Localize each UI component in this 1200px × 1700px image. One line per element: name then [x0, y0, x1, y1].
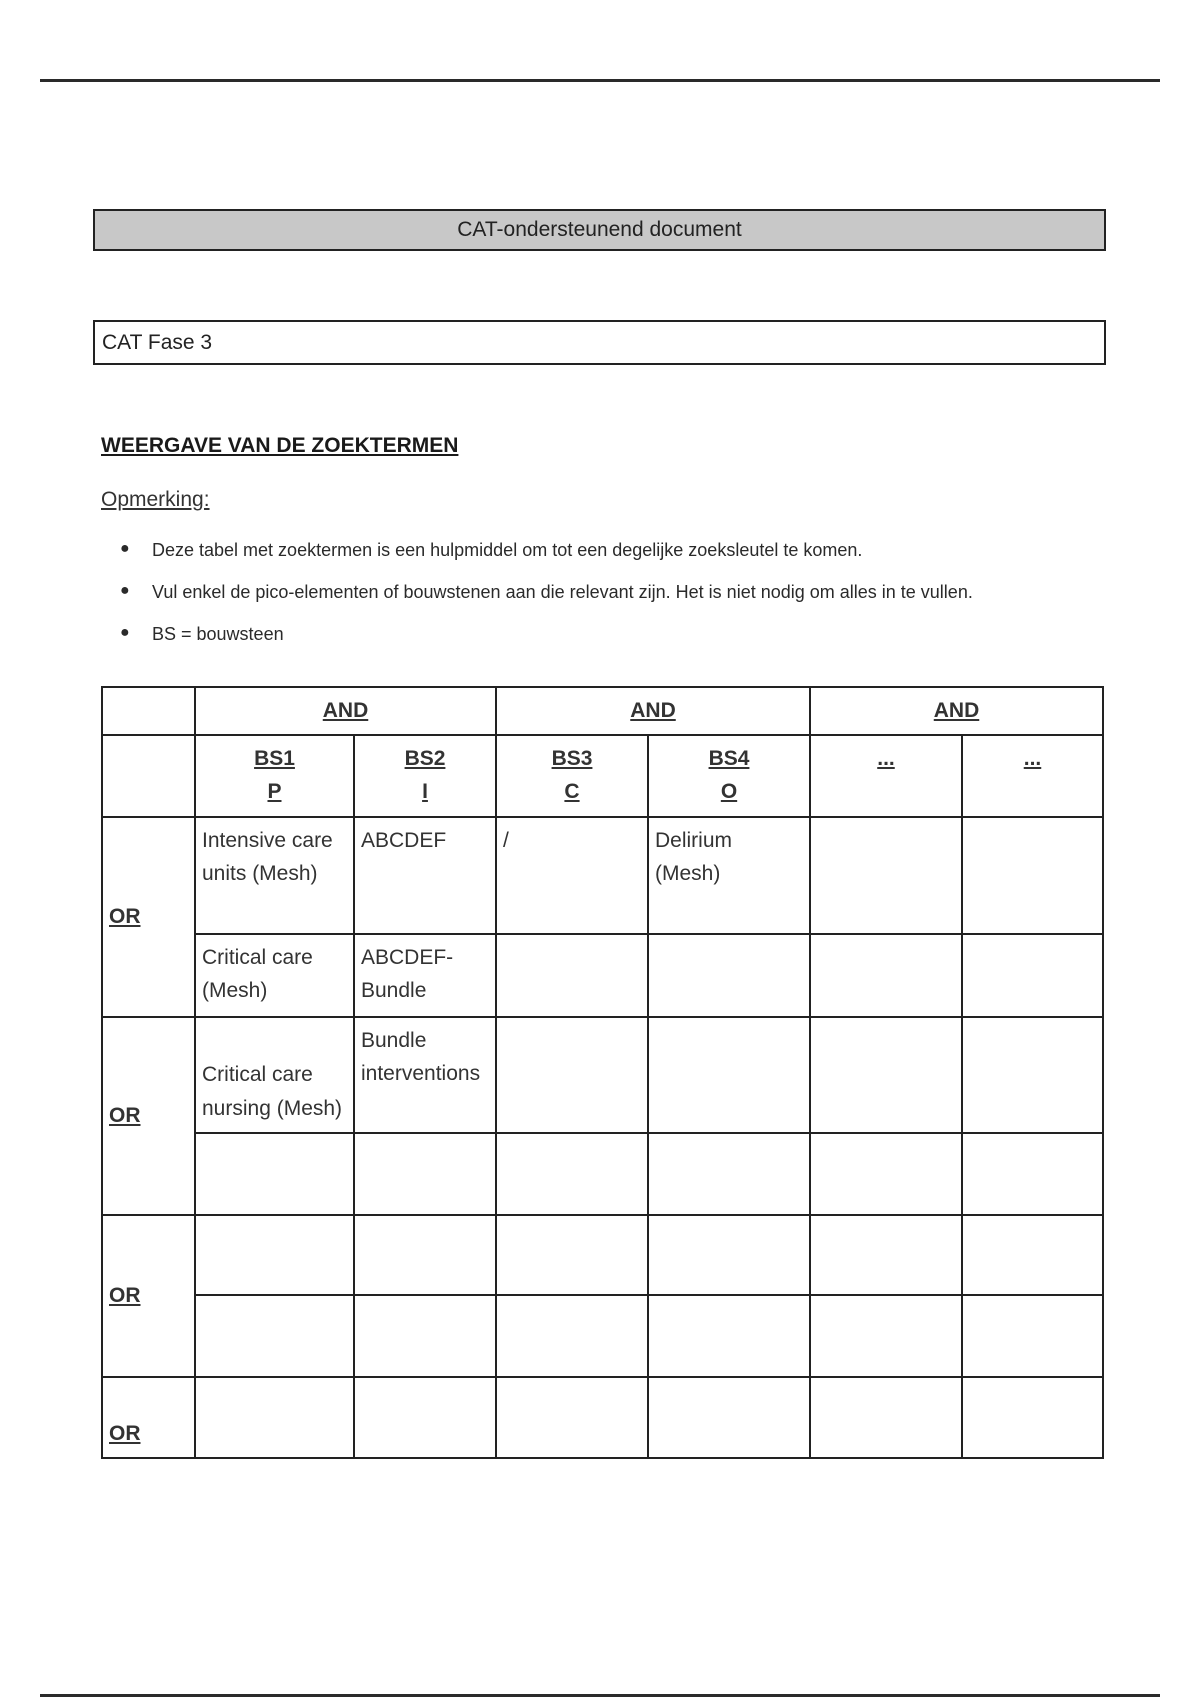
or-label: OR	[102, 1377, 195, 1458]
or-label: OR	[102, 1017, 195, 1215]
table-row	[102, 1295, 1103, 1377]
table-cell[interactable]	[962, 1133, 1103, 1215]
corner-cell	[102, 687, 195, 735]
table-cell[interactable]	[962, 1295, 1103, 1377]
table-cell[interactable]	[354, 1377, 496, 1458]
column-header-bs4: BS4 O	[648, 735, 810, 817]
table-cell[interactable]: Critical care (Mesh)	[195, 934, 354, 1017]
column-header-bs2: BS2 I	[354, 735, 496, 817]
table-cell[interactable]	[810, 1215, 962, 1295]
table-row	[102, 1017, 1103, 1133]
table-cell[interactable]: Critical care nursing (Mesh)	[195, 1017, 354, 1133]
table-cell[interactable]	[354, 1133, 496, 1215]
column-header-extra: ...	[962, 735, 1103, 817]
table-cell[interactable]	[962, 1215, 1103, 1295]
phase-label: CAT Fase 3	[93, 320, 1106, 365]
note-label: Opmerking:	[101, 488, 210, 511]
table-cell[interactable]	[648, 1017, 810, 1133]
table-cell[interactable]	[195, 1295, 354, 1377]
bullet-icon: ●	[120, 582, 130, 599]
table-cell[interactable]	[354, 1215, 496, 1295]
bullet-text: BS = bouwsteen	[152, 624, 284, 644]
table-cell[interactable]	[648, 934, 810, 1017]
table-row	[102, 934, 1103, 1017]
table-cell[interactable]	[962, 1017, 1103, 1133]
table-row	[102, 817, 1103, 934]
column-header-extra: ...	[810, 735, 962, 817]
list-item	[120, 582, 973, 624]
table-row	[102, 1215, 1103, 1295]
table-cell[interactable]: Bundle interventions	[354, 1017, 496, 1133]
table-cell[interactable]	[354, 1295, 496, 1377]
table-cell[interactable]	[648, 1133, 810, 1215]
and-header-row	[102, 687, 1103, 735]
note-list	[120, 540, 973, 666]
table-cell[interactable]	[962, 817, 1103, 934]
table-cell[interactable]	[648, 1377, 810, 1458]
footer-rule	[40, 1694, 1160, 1697]
table-cell[interactable]	[496, 1017, 648, 1133]
list-item	[120, 540, 973, 582]
and-label: AND	[496, 687, 810, 735]
table-cell[interactable]	[195, 1215, 354, 1295]
bullet-text: Vul enkel de pico-elementen of bouwstenen aan die relevant zijn. Het is niet nodig om alles in te vullen.	[152, 582, 973, 602]
list-item	[120, 624, 973, 666]
column-header-bs1: BS1 P	[195, 735, 354, 817]
table-cell[interactable]	[496, 1133, 648, 1215]
table-cell[interactable]	[195, 1377, 354, 1458]
bullet-text: Deze tabel met zoektermen is een hulpmiddel om tot een degelijke zoeksleutel te komen.	[152, 540, 863, 560]
table-cell[interactable]	[496, 1215, 648, 1295]
table-row	[102, 1133, 1103, 1215]
section-heading: WEERGAVE VAN DE ZOEKTERMEN	[101, 434, 459, 457]
table-cell[interactable]	[648, 1215, 810, 1295]
table-cell[interactable]	[962, 1377, 1103, 1458]
table-cell[interactable]	[810, 934, 962, 1017]
bullet-icon: ●	[120, 624, 130, 641]
or-label: OR	[102, 1215, 195, 1377]
header-rule	[40, 79, 1160, 82]
table-cell[interactable]	[195, 1133, 354, 1215]
corner-cell	[102, 735, 195, 817]
table-cell[interactable]	[810, 817, 962, 934]
bullet-icon: ●	[120, 540, 130, 557]
table-cell[interactable]	[496, 1377, 648, 1458]
document-title: CAT-ondersteunend document	[93, 209, 1106, 251]
column-header-bs3: BS3 C	[496, 735, 648, 817]
table-cell[interactable]: /	[496, 817, 648, 934]
and-label: AND	[810, 687, 1103, 735]
table-cell[interactable]: Intensive care units (Mesh)	[195, 817, 354, 934]
search-terms-table	[101, 686, 1104, 1459]
table-cell[interactable]	[496, 934, 648, 1017]
bs-header-row	[102, 735, 1103, 817]
table-cell[interactable]	[810, 1295, 962, 1377]
table-cell[interactable]	[810, 1133, 962, 1215]
table-cell[interactable]: Delirium (Mesh)	[648, 817, 810, 934]
table-cell[interactable]	[810, 1017, 962, 1133]
table-cell[interactable]	[962, 934, 1103, 1017]
table-cell[interactable]: ABCDEF	[354, 817, 496, 934]
table-cell[interactable]	[810, 1377, 962, 1458]
table-cell[interactable]	[496, 1295, 648, 1377]
table-row	[102, 1377, 1103, 1458]
table-cell[interactable]: ABCDEF-Bundle	[354, 934, 496, 1017]
or-label: OR	[102, 817, 195, 1017]
table-cell[interactable]	[648, 1295, 810, 1377]
and-label: AND	[195, 687, 496, 735]
